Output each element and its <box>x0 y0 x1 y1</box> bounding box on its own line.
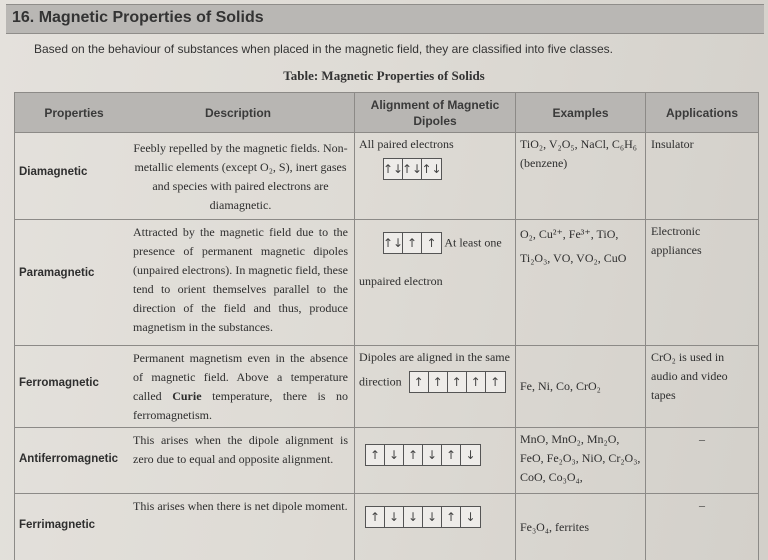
applications-cell: – <box>699 432 705 446</box>
dipole-box: ↓ <box>423 507 442 527</box>
description-cell <box>15 220 355 346</box>
dipole-box: ↑↓ <box>421 161 442 176</box>
description-text: This arises when the dipole alignment is zero due to equal and opposite alignment. <box>133 433 348 466</box>
dipole-box: ↑ <box>490 374 501 389</box>
header-description: Description <box>204 105 271 120</box>
description-text-before: Permanent magnetism even in the absence of magnetic field. Above a temperature called <box>133 351 348 403</box>
applications-cell: Electronic appliances <box>646 220 759 346</box>
alignment-cell <box>355 346 516 428</box>
dipole-box: ↓ <box>404 507 423 527</box>
table-row <box>15 133 759 220</box>
dipole-box: ↑ <box>404 445 423 465</box>
description-cell <box>15 428 355 494</box>
examples-cell: O₂, Cu²⁺, Fe³⁺, TiO, Ti₂O₃, VO, VO₂, CuO <box>516 220 646 346</box>
applications-cell: Insulator <box>646 133 759 220</box>
description-text: Attracted by the magnetic field due to the presence of permanent magnetic dipoles (unpaired electrons). In magnetic field, these tend to orient themselves parallel to the direction of the field and thus, produce magnetism in the substances. <box>133 225 348 334</box>
dipole-box: ↓ <box>423 445 442 465</box>
dipole-diagram <box>365 444 481 466</box>
applications-cell: CrO₂ is used in audio and video tapes <box>646 346 759 428</box>
property-name: Diamagnetic <box>19 166 88 178</box>
examples-cell: MnO, MnO₂, Mn₂O, FeO, Fe₂O₃, NiO, Cr₂O₃, CoO, Co₃O₄, <box>516 428 646 494</box>
alignment-cell <box>355 428 516 494</box>
dipole-box: ↑↓ <box>384 159 403 179</box>
header-properties-description <box>15 93 355 133</box>
section-heading-bar <box>6 4 764 34</box>
table-row <box>15 220 759 346</box>
dipole-box: ↑ <box>410 372 429 392</box>
dipole-box: ↑↓ <box>403 159 422 179</box>
alignment-cell <box>355 494 516 560</box>
curie-term: Curie <box>172 389 202 403</box>
description-text: This arises when there is net dipole moment. <box>133 499 348 513</box>
dipole-box: ↑ <box>442 507 461 527</box>
table-row <box>15 494 759 560</box>
header-examples: Examples <box>516 93 646 133</box>
property-name: Paramagnetic <box>19 267 95 279</box>
dipole-box: ↑ <box>448 372 467 392</box>
header-properties: Properties <box>44 105 104 120</box>
header-alignment: Alignment of Magnetic Dipoles <box>355 93 516 133</box>
dipole-diagram <box>383 232 442 254</box>
dipole-box: ↑ <box>366 507 385 527</box>
dipole-box: ↓ <box>385 445 404 465</box>
alignment-cell <box>355 133 516 220</box>
dipole-diagram <box>365 506 481 528</box>
description-cell <box>15 346 355 428</box>
description-text-after: temperature, there is no ferromagnetism. <box>133 389 348 422</box>
magnetic-properties-table <box>14 92 759 560</box>
dipole-box: ↑ <box>429 372 448 392</box>
property-name: Antiferromagnetic <box>19 453 119 465</box>
dipole-diagram <box>409 371 506 393</box>
applications-cell: – <box>699 498 705 512</box>
alignment-text: At least one unpaired electron <box>359 235 502 288</box>
alignment-text: All paired electrons <box>359 137 454 151</box>
dipole-box: ↑ <box>366 445 385 465</box>
description-text: Feebly repelled by the magnetic fields. Non-metallic elements (except O₂, S), inert gases and species with paired electrons are diamagnetic. <box>133 141 348 212</box>
property-name: Ferromagnetic <box>19 377 99 389</box>
examples-cell: TiO₂, V₂O₅, NaCl, C₆H₆ (benzene) <box>516 133 646 220</box>
examples-cell: Fe₃O₄, ferrites <box>516 494 646 560</box>
dipole-diagram <box>383 158 442 180</box>
alignment-cell <box>355 220 516 346</box>
dipole-box: ↓ <box>385 507 404 527</box>
dipole-box: ↑ <box>403 233 422 253</box>
table-row <box>15 428 759 494</box>
description-cell <box>15 494 355 560</box>
table-header-row <box>15 93 759 133</box>
dipole-box: ↓ <box>465 509 476 524</box>
dipole-box: ↑ <box>467 372 486 392</box>
intro-text: Based on the behaviour of substances when placed in the magnetic field, they are classified into five classes. <box>34 42 614 56</box>
property-name: Ferrimagnetic <box>19 519 96 531</box>
examples-cell: Fe, Ni, Co, CrO₂ <box>516 346 646 428</box>
alignment-text: Dipoles are aligned in the same direction <box>359 350 510 389</box>
dipole-box: ↑↓ <box>384 233 403 253</box>
table-caption: Table: Magnetic Properties of Solids <box>283 68 485 83</box>
dipole-box: ↓ <box>465 447 476 462</box>
dipole-box: ↑ <box>442 445 461 465</box>
dipole-box: ↑ <box>426 235 437 250</box>
section-title: 16. Magnetic Properties of Solids <box>12 9 264 26</box>
table-row <box>15 346 759 428</box>
description-cell <box>15 133 355 220</box>
header-applications: Applications <box>646 93 759 133</box>
